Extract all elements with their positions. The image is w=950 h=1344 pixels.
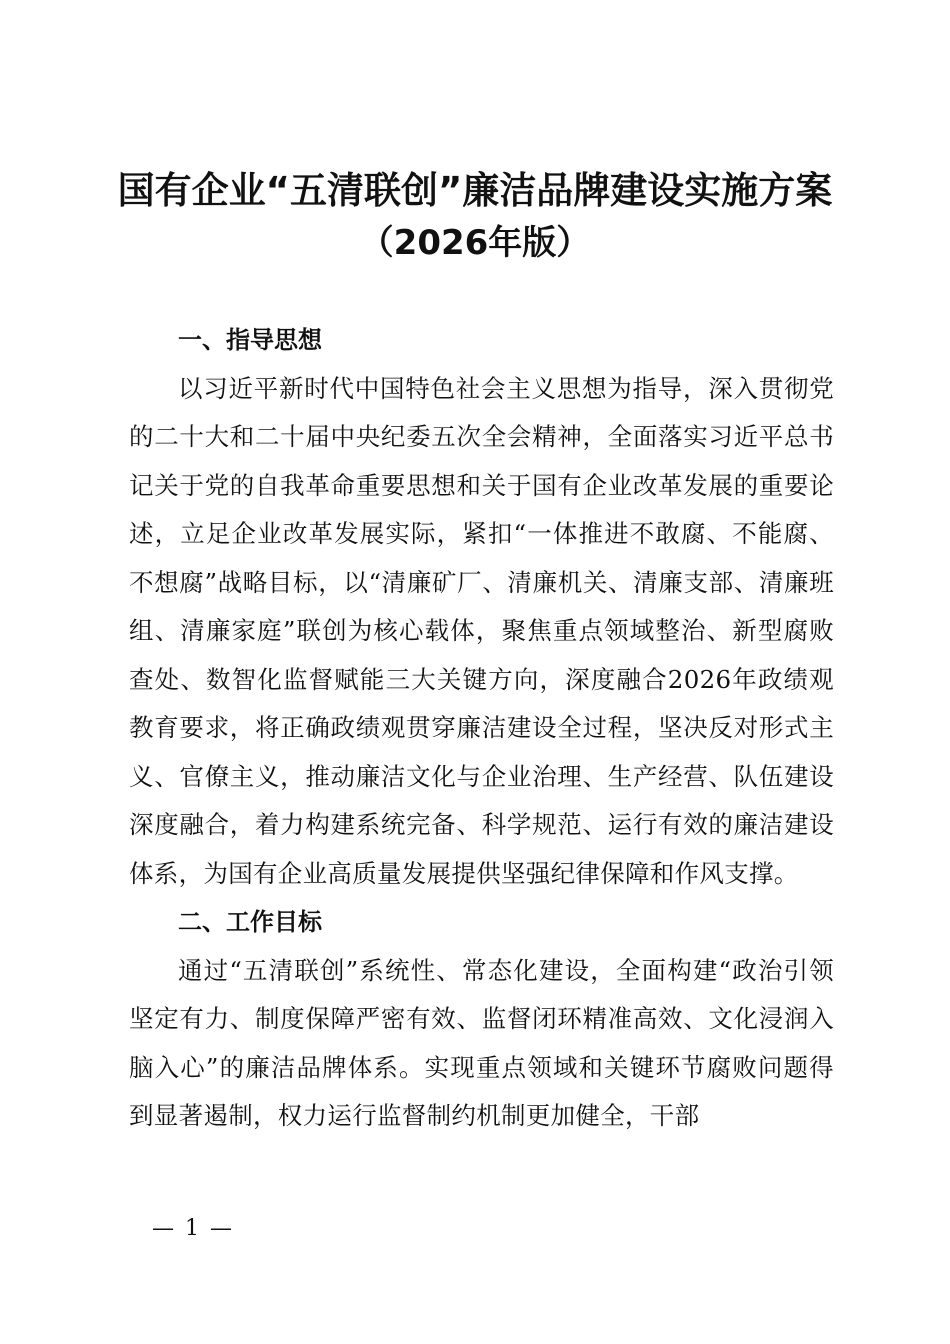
document-subtitle: （2026年版） bbox=[359, 223, 591, 263]
section-heading-work-goals: 二、工作目标 bbox=[178, 908, 322, 936]
section-paragraph-work-goals: 通过“五清联创”系统性、常态化建设，全面构建“政治引领坚定有力、制度保障严密有效、监督闭环精准高效、文化浸润入脑入心”的廉洁品牌体系。实现重点领域和关键环节腐败问题得到显著遏制，权力运行监督制约机制更加健全，干部 bbox=[129, 955, 834, 1130]
section-paragraph-guiding-thought: 以习近平新时代中国特色社会主义思想为指导，深入贯彻党的二十大和二十届中央纪委五次全会精神，全面落实习近平总书记关于党的自我革命重要思想和关于国有企业改革发展的重要论述，立足企业改革发展实际，紧扣“一体推进不敢腐、不能腐、不想腐”战略目标，以“清廉矿厂、清廉机关、清廉支部、清廉班组、清廉家庭”联创为核心载体，聚焦重点领域整治、新型腐败查处、数智化监督赋能三大关键方向，深度融合2026年政绩观教育要求，将正确政绩观贯穿廉洁建设全过程，坚决反对形式主义、官僚主义，推动廉洁文化与企业治理、生产经营、队伍建设深度融合，着力构建系统完备、科学规范、运行有效的廉洁建设体系，为国有企业高质量发展提供坚强纪律保障和作风支撑。 bbox=[129, 373, 834, 888]
section-heading-guiding-thought: 一、指导思想 bbox=[178, 326, 322, 354]
document-body bbox=[129, 316, 834, 1141]
title-block bbox=[0, 165, 950, 269]
page-number: — 1 — bbox=[152, 1216, 234, 1241]
document-title: 国有企业“五清联创”廉洁品牌建设实施方案 bbox=[117, 169, 833, 212]
